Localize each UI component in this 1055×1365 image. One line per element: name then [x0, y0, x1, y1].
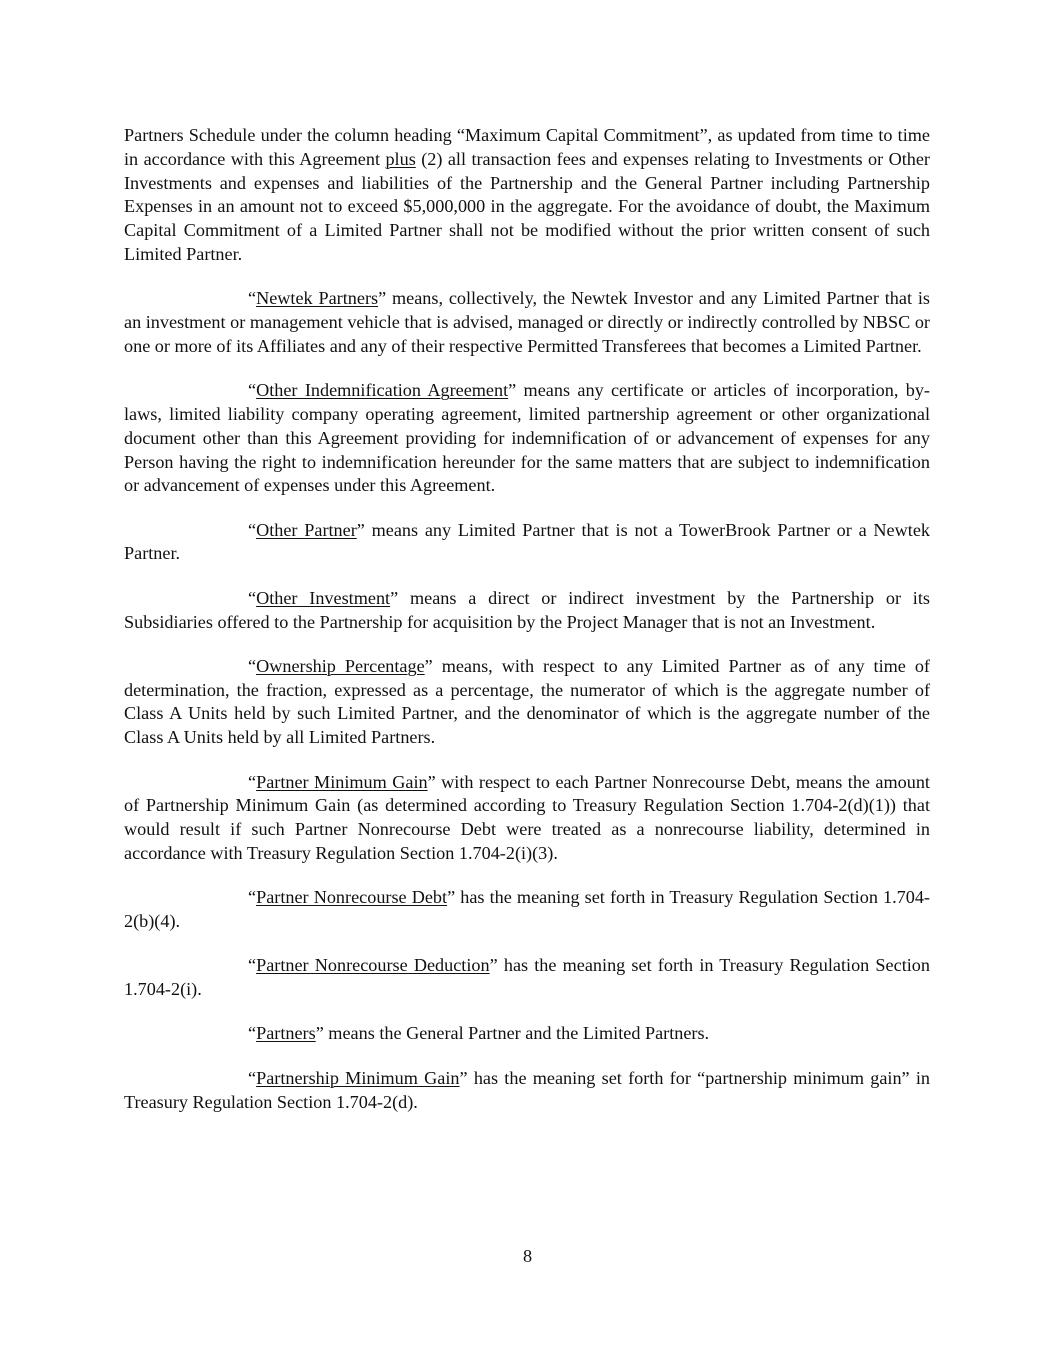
definition-text: ” means any Limited Partner that is not a TowerBrook Partner or a Newtek Partner. [124, 519, 930, 564]
defined-term: Newtek Partners [256, 288, 379, 309]
defined-term: Partners [256, 1023, 316, 1044]
defined-term: Partnership Minimum Gain [256, 1067, 460, 1088]
definition-text: ” has the meaning set forth in Treasury Regulation Section 1.704-2(i). [124, 955, 930, 1000]
definition-partner-nonrecourse-deduction: “Partner Nonrecourse Deduction” has the meaning set forth in Treasury Regulation Section 1.704-2(i). [124, 955, 930, 1000]
defined-term: Ownership Percentage [256, 655, 425, 676]
definition-ownership-percentage: “Ownership Percentage” means, with respect to any Limited Partner as of any time of determination, the fraction, expressed as a percentage, the numerator of which is the aggregate number of Class A Units held by such Limited Partner, and the denominator of which is the aggregate number of the Class A Units held by all Limited Partners. [124, 655, 930, 748]
definition-other-partner: “Other Partner” means any Limited Partner that is not a TowerBrook Partner or a Newtek Partner. [124, 519, 930, 564]
defined-term: Partner Minimum Gain [256, 771, 428, 792]
defined-term: Partner Nonrecourse Deduction [256, 955, 490, 976]
defined-term: Other Indemnification Agreement [256, 380, 509, 401]
defined-term: Other Investment [256, 587, 391, 608]
defined-term: Partner Nonrecourse Debt [256, 887, 448, 908]
defined-term: Other Partner [256, 519, 357, 540]
intro-term-plus: plus [385, 148, 416, 169]
definition-partner-minimum-gain: “Partner Minimum Gain” with respect to each Partner Nonrecourse Debt, means the amount of Partnership Minimum Gain (as determined according to Treasury Regulation Section 1.704-2(d)(1)) that would result if such Partner Nonrecourse Debt were treated as a nonrecourse liability, determined in accordance with Treasury Regulation Section 1.704-2(i)(3). [124, 771, 930, 863]
definition-other-investment: “Other Investment” means a direct or indirect investment by the Partnership or its Subsidiaries offered to the Partnership for acquisition by the Project Manager that is not an Investment. [124, 587, 930, 632]
definition-text: ” has the meaning set forth in Treasury Regulation Section 1.704-2(b)(4). [124, 887, 930, 932]
intro-text-after: (2) all transaction fees and expenses relating to Investments or Other Investments and expenses and liabilities of the Partnership and the General Partner including Partnership Expenses in an amount not to exceed $5,000,000 in the aggregate. For the avoidance of doubt, the Maximum Capital Commitment of a Limited Partner shall not be modified without the prior written consent of such Limited Partner. [124, 148, 930, 264]
definition-partner-nonrecourse-debt: “Partner Nonrecourse Debt” has the meaning set forth in Treasury Regulation Section 1.704-2(b)(4). [124, 887, 930, 932]
page-number: 8 [522, 1246, 533, 1266]
definition-text: ” means, collectively, the Newtek Investor and any Limited Partner that is an investment or management vehicle that is advised, managed or directly or indirectly controlled by NBSC or one or more of its Affiliates and any of their respective Permitted Transferees that becomes a Limited Partner. [124, 288, 930, 356]
definition-newtek-partners: “Newtek Partners” means, collectively, the Newtek Investor and any Limited Partner that is an investment or management vehicle that is advised, managed or directly or indirectly controlled by NBSC or one or more of its Affiliates and any of their respective Permitted Transferees that becomes a Limited Partner. [124, 288, 930, 356]
document-page [124, 124, 930, 1135]
definition-partners: “Partners” means the General Partner and the Limited Partners. [248, 1023, 710, 1044]
definition-text: ” means the General Partner and the Limited Partners. [315, 1023, 710, 1044]
definition-text: ” means, with respect to any Limited Partner as of any time of determination, the fraction, expressed as a percentage, the numerator of which is the aggregate number of Class A Units held by such Limited Partner, and the denominator of which is the aggregate number of the Class A Units held by all Limited Partners. [124, 655, 930, 748]
definition-text: ” means a direct or indirect investment by the Partnership or its Subsidiaries offered to the Partnership for acquisition by the Project Manager that is not an Investment. [124, 587, 930, 632]
definition-text: ” with respect to each Partner Nonrecourse Debt, means the amount of Partnership Minimum Gain (as determined according to Treasury Regulation Section 1.704-2(d)(1)) that would result if such Partner Nonrecourse Debt were treated as a nonrecourse liability, determined in accordance with Treasury Regulation Section 1.704-2(i)(3). [124, 771, 930, 863]
definition-partnership-minimum-gain: “Partnership Minimum Gain” has the meaning set forth for “partnership minimum gain” in Treasury Regulation Section 1.704-2(d). [124, 1067, 930, 1112]
definition-other-indemnification-agreement: “Other Indemnification Agreement” means any certificate or articles of incorporation, by-laws, limited liability company operating agreement, limited partnership agreement or other organizational document other than this Agreement providing for indemnification of or advancement of expenses for any Person having the right to indemnification hereunder for the same matters that are subject to indemnification or advancement of expenses under this Agreement. [124, 380, 930, 496]
intro-paragraph [124, 124, 930, 267]
definition-text: ” has the meaning set forth for “partnership minimum gain” in Treasury Regulation Section 1.704-2(d). [124, 1067, 930, 1112]
intro-text-before: Partners Schedule under the column heading “Maximum Capital Commitment”, as updated from time to time in accordance with this Agreement [124, 125, 930, 169]
definition-text: ” means any certificate or articles of incorporation, by-laws, limited liability company operating agreement, limited partnership agreement or other organizational document other than this Agreement providing for indemnification of or advancement of expenses for any Person having the right to indemnification hereunder for the same matters that are subject to indemnification or advancement of expenses under this Agreement. [124, 380, 930, 496]
